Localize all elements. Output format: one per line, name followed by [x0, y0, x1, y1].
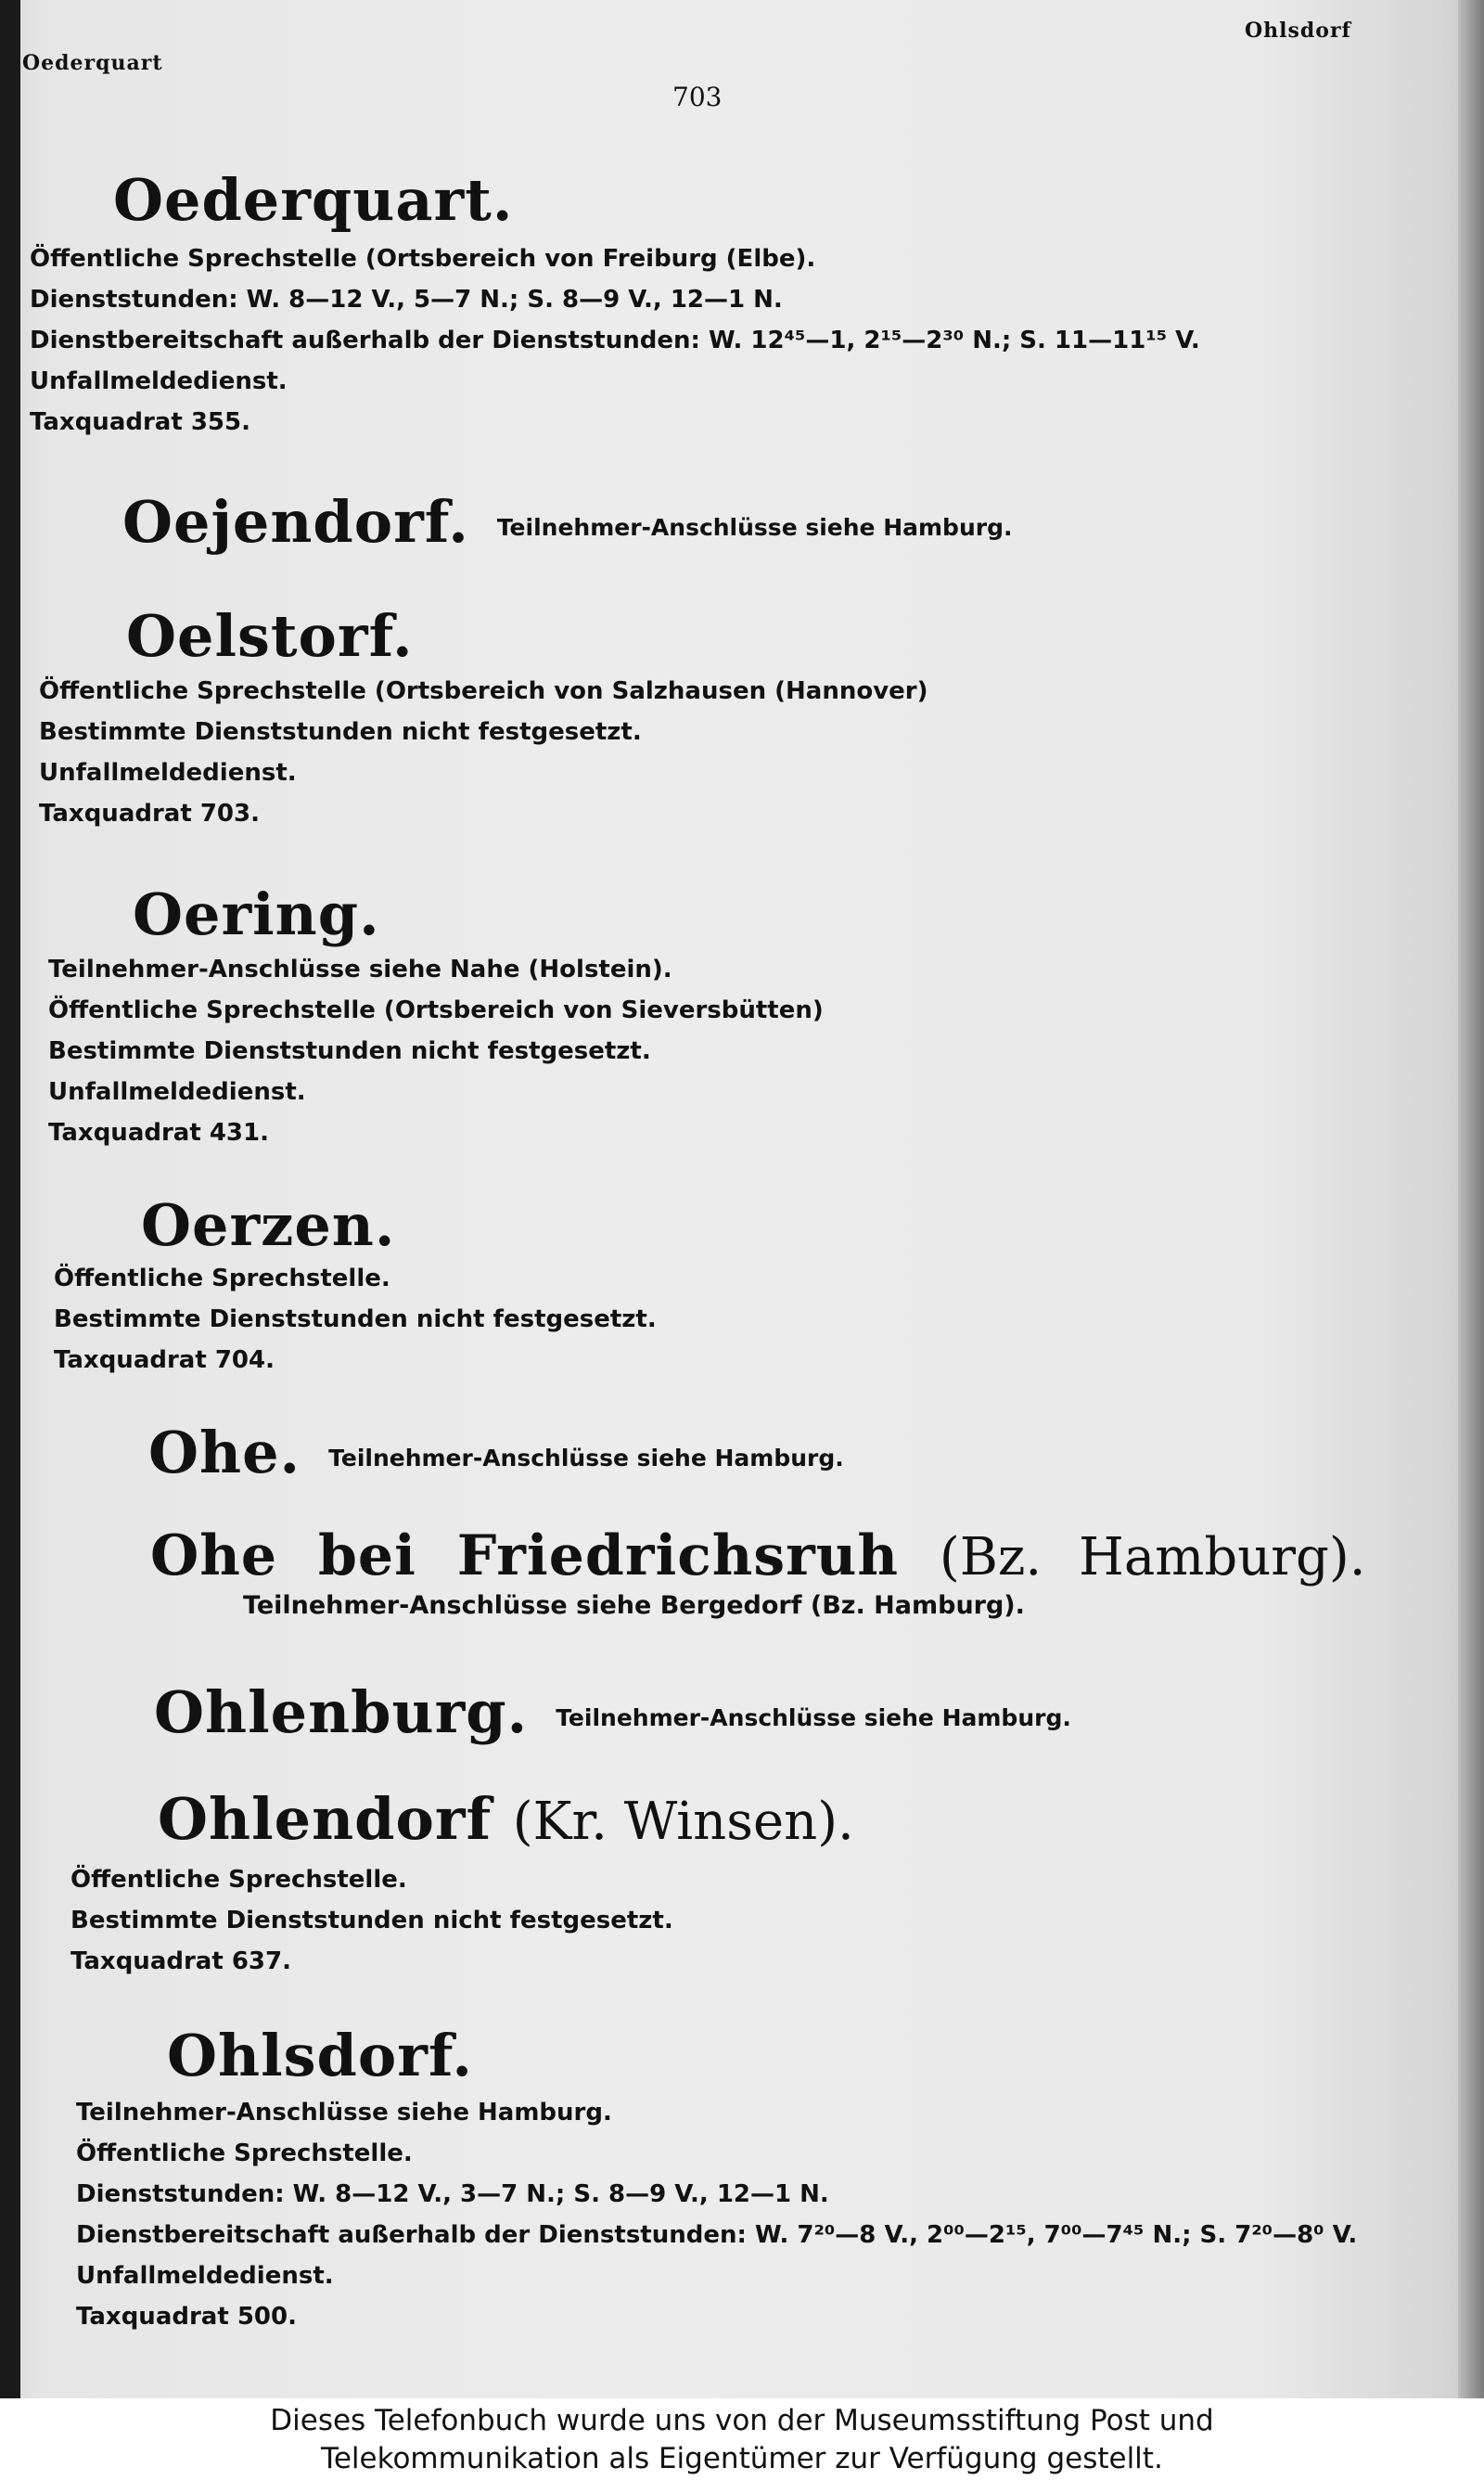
entry-title: Ohe. [148, 1419, 301, 1486]
entry-oederquart [0, 166, 1484, 443]
ownership-notice-line-1: Dieses Telefonbuch wurde uns von der Museumsstiftung Post und [270, 2404, 1214, 2437]
entry-ohlsdorf [0, 2022, 1484, 2337]
running-head-left: Oederquart [22, 51, 163, 75]
entry-line: Bestimmte Dienststunden nicht festgesetzt. [70, 1907, 673, 1934]
entry-title: Ohlenburg. [154, 1678, 529, 1746]
entry-line: Dienststunden: W. 8—12 V., 5—7 N.; S. 8—9 V., 12—1 N. [30, 286, 783, 314]
entry-oerzen [0, 1191, 1484, 1381]
entry-title: Oerzen. [141, 1191, 396, 1259]
entry-title: Ohlendorf [158, 1785, 493, 1853]
entry-line: Dienstbereitschaft außerhalb der Dienststunden: W. 12⁴⁵—1, 2¹⁵—2³⁰ N.; S. 11—11¹⁵ V. [30, 327, 1200, 354]
ownership-notice [0, 2398, 1484, 2480]
entry-body [48, 949, 1484, 1153]
entry-line: Taxquadrat 637. [70, 1947, 291, 1975]
entry-body [76, 2092, 1484, 2337]
entry-line: Unfallmeldedienst. [76, 2262, 334, 2290]
entry-line: Unfallmeldedienst. [30, 367, 288, 395]
entry-line: Unfallmeldedienst. [48, 1078, 306, 1106]
entry-oering [0, 880, 1484, 1153]
entry-line: Teilnehmer-Anschlüsse siehe Nahe (Holstein). [48, 956, 672, 983]
entry-oelstorf [0, 602, 1484, 834]
entry-inline-note: Teilnehmer-Anschlüsse siehe Hamburg. [328, 1444, 844, 1471]
entry-body [30, 238, 1484, 443]
entry-title: Oederquart. [113, 166, 514, 234]
entry-line: Taxquadrat 355. [30, 408, 250, 436]
entry-ohe-bei-friedrichsruh [0, 1523, 1484, 1620]
entry-oejendorf [0, 488, 1484, 556]
entry-inline-note: Teilnehmer-Anschlüsse siehe Hamburg. [496, 513, 1013, 541]
entry-line: Teilnehmer-Anschlüsse siehe Bergedorf (Bz. Hamburg). [243, 1591, 1025, 1620]
entry-line: Bestimmte Dienststunden nicht festgesetzt. [48, 1037, 651, 1065]
entry-inline-note: Teilnehmer-Anschlüsse siehe Hamburg. [556, 1703, 1071, 1731]
running-head-right: Ohlsdorf [1245, 19, 1352, 43]
entry-line: Teilnehmer-Anschlüsse siehe Hamburg. [76, 2099, 612, 2127]
entry-line: Taxquadrat 704. [54, 1346, 275, 1374]
entry-line: Unfallmeldedienst. [39, 759, 297, 787]
entry-line: Bestimmte Dienststunden nicht festgesetzt. [39, 718, 642, 746]
entry-ohlendorf [0, 1785, 1484, 1982]
entry-line: Öffentliche Sprechstelle. [70, 1866, 407, 1894]
entry-line: Taxquadrat 431. [48, 1119, 269, 1147]
entry-title: Oelstorf. [126, 602, 414, 670]
page-number: 703 [672, 82, 723, 112]
entry-title: Oering. [133, 880, 380, 948]
entry-line: Öffentliche Sprechstelle (Ortsbereich von Sieversbütten) [48, 996, 824, 1024]
entry-line: Taxquadrat 500. [76, 2303, 297, 2331]
entry-ohe [0, 1419, 1484, 1486]
entry-line: Taxquadrat 703. [39, 800, 260, 828]
entry-ohlenburg [0, 1678, 1484, 1746]
entry-line: Öffentliche Sprechstelle. [76, 2139, 413, 2167]
entry-line: Bestimmte Dienststunden nicht festgesetzt. [54, 1305, 657, 1333]
entry-line: Öffentliche Sprechstelle (Ortsbereich von Salzhausen (Hannover) [39, 677, 928, 705]
entry-title: Ohe bei Friedrichsruh [150, 1523, 900, 1588]
entry-title: Oejendorf. [122, 488, 469, 556]
entry-line: Dienstbereitschaft außerhalb der Dienststunden: W. 7²⁰—8 V., 2⁰⁰—2¹⁵, 7⁰⁰—7⁴⁵ N.; S. 7²⁰—8⁰ V. [76, 2221, 1358, 2249]
entry-body [39, 671, 1484, 834]
entry-body [54, 1258, 1484, 1381]
entry-line: Öffentliche Sprechstelle. [54, 1265, 390, 1292]
entry-title-suffix: (Bz. Hamburg). [939, 1527, 1366, 1587]
entry-title-suffix: (Kr. Winsen). [512, 1792, 854, 1852]
entry-line: Dienststunden: W. 8—12 V., 3—7 N.; S. 8—9 V., 12—1 N. [76, 2180, 829, 2208]
entry-line: Öffentliche Sprechstelle (Ortsbereich von Freiburg (Elbe). [30, 245, 816, 273]
entry-title: Ohlsdorf. [167, 2022, 473, 2089]
ownership-notice-line-2: Telekommunikation als Eigentümer zur Verfügung gestellt. [321, 2442, 1163, 2475]
entry-body [70, 1859, 1484, 1982]
